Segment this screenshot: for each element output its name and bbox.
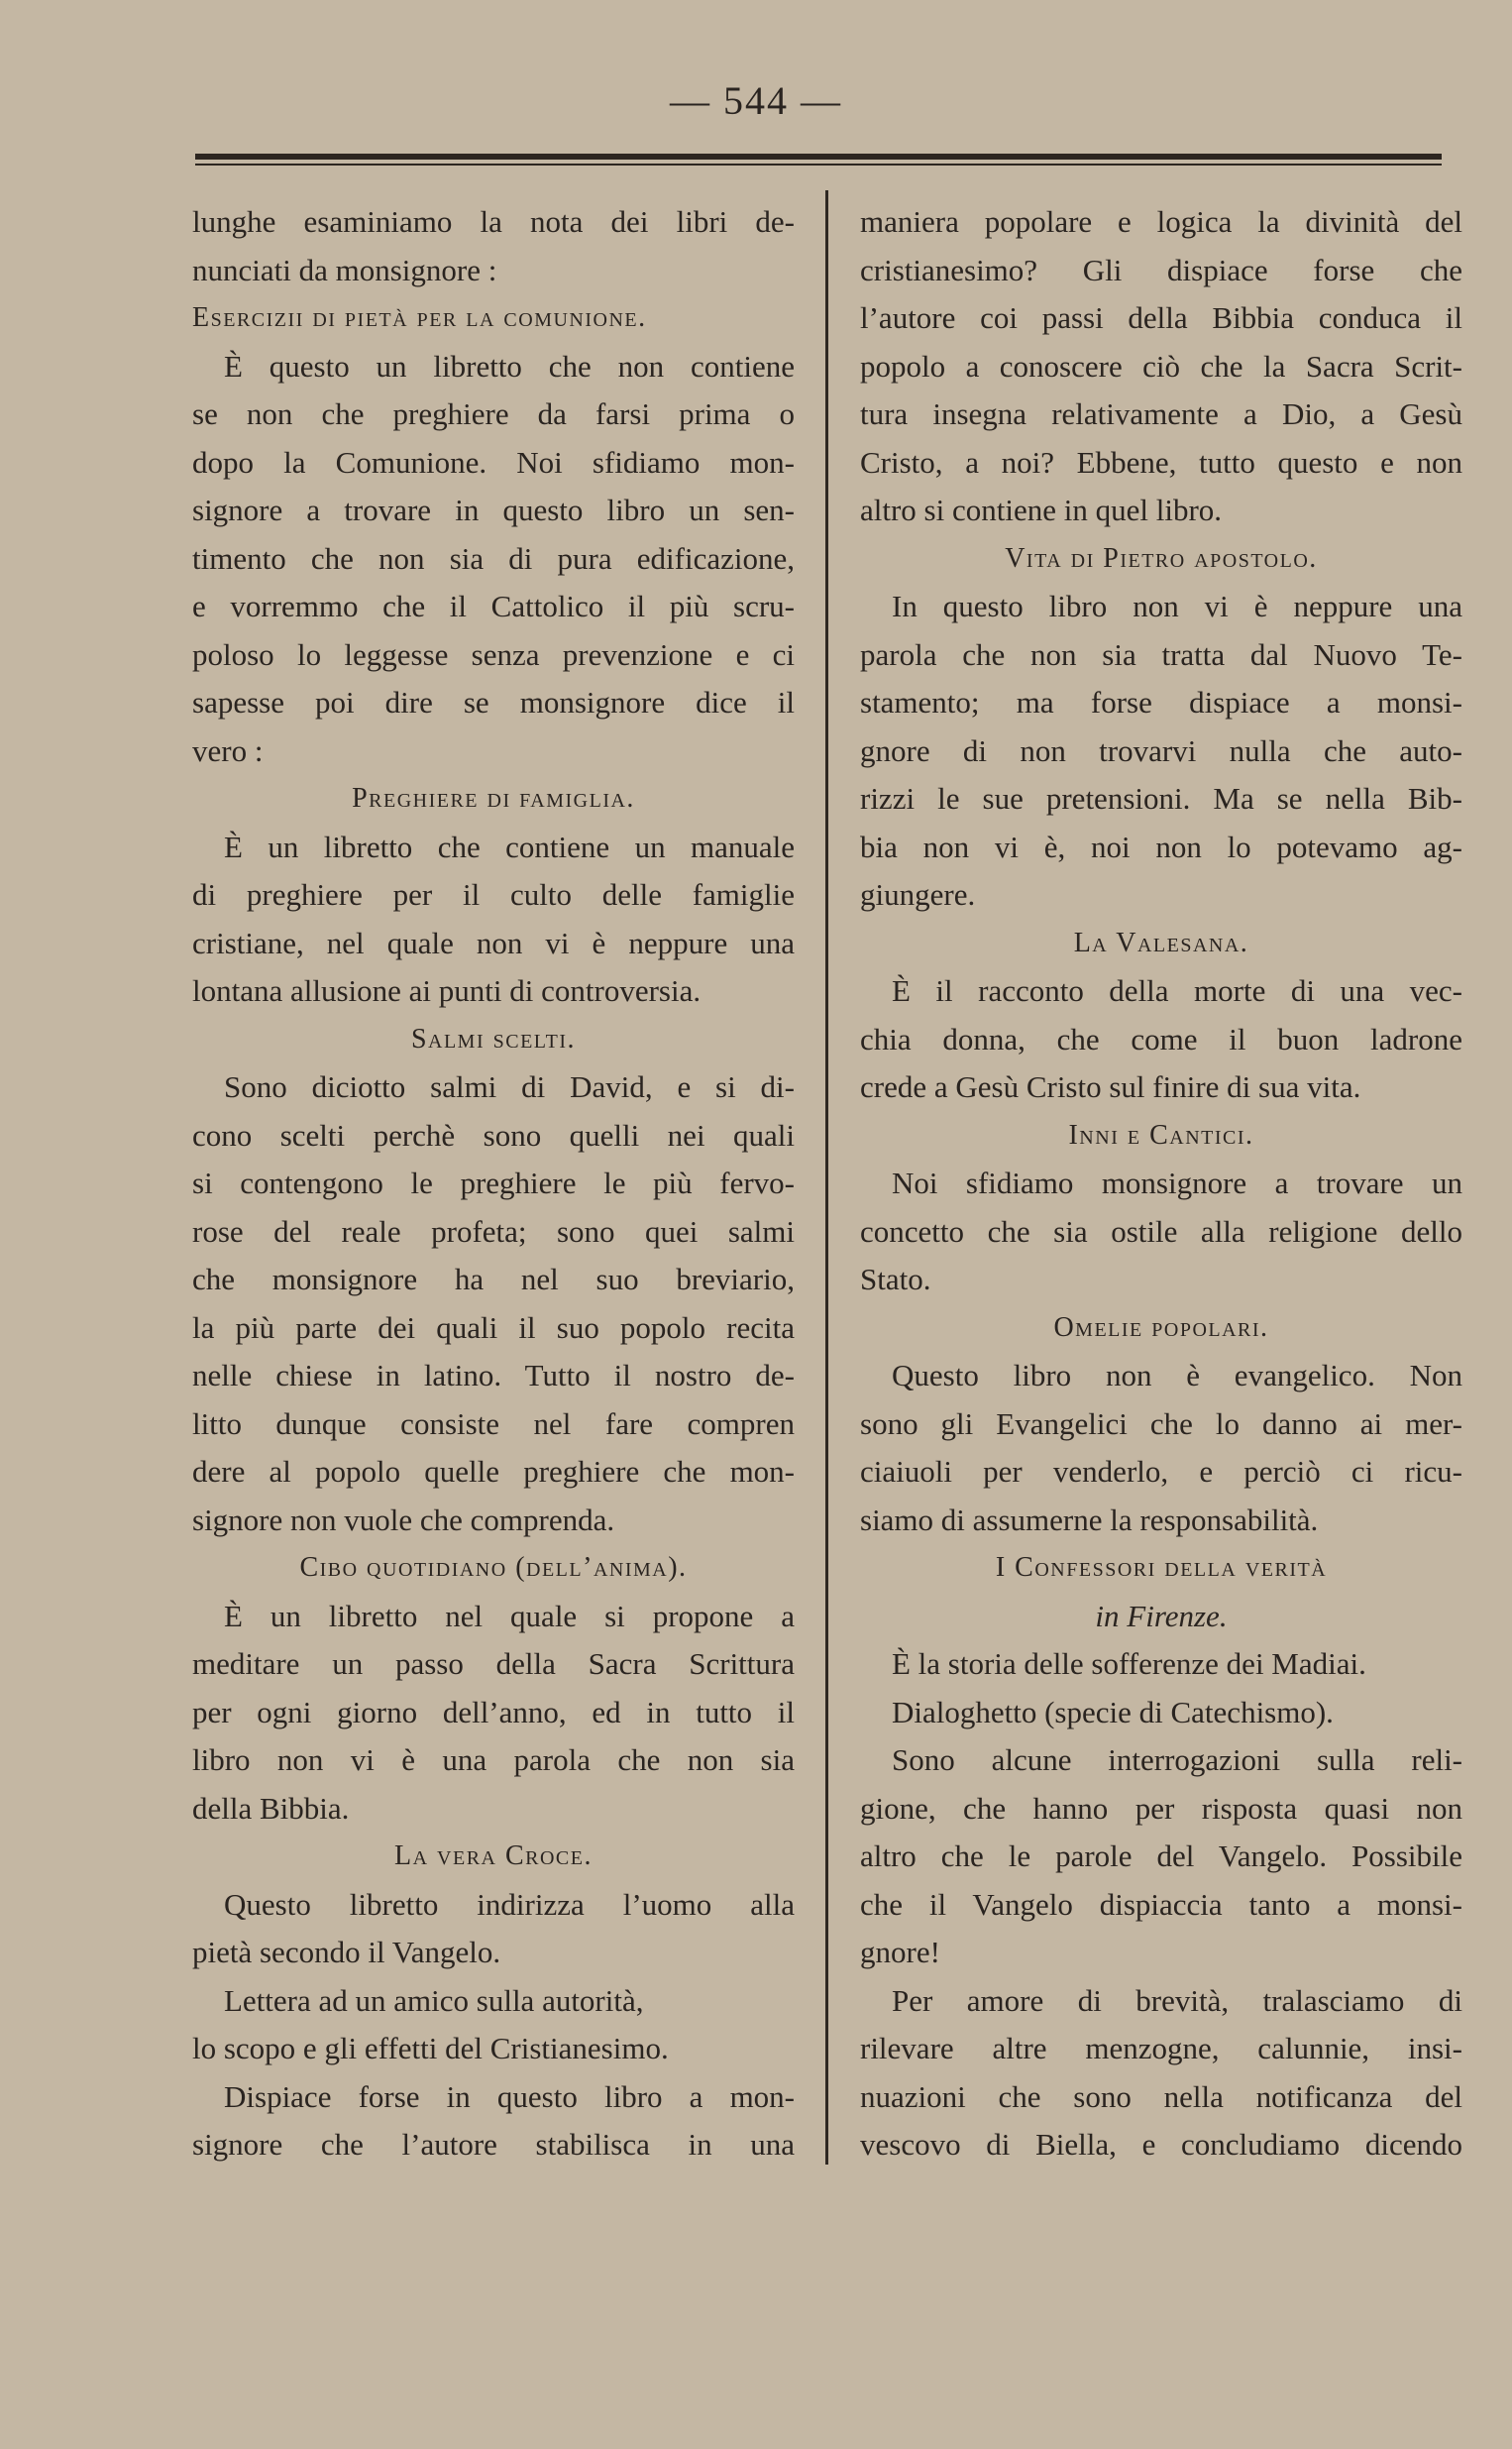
text-line: crede a Gesù Cristo sul finire di sua vita.: [860, 1069, 1361, 1104]
text-line: stamento; ma forse dispiace a monsi-: [860, 685, 1462, 720]
text-line: chia donna, che come il buon ladrone: [860, 1021, 1462, 1057]
text-line: Sono alcune interrogazioni sulla reli-: [892, 1742, 1462, 1777]
text-line: cristianesimo? Gli dispiace forse che: [860, 252, 1462, 287]
right-column: [860, 198, 1462, 2170]
text-line: In questo libro non vi è neppure una: [892, 589, 1462, 623]
text-line: nunciati da monsignore :: [192, 252, 497, 287]
section-heading: I Confessori della verità: [995, 1552, 1328, 1583]
text-line: sapesse poi dire se monsignore dice il: [192, 685, 795, 720]
text-line: gione, che hanno per risposta quasi non: [860, 1790, 1462, 1826]
page-number: — 544 —: [670, 78, 842, 123]
text-line: meditare un passo della Sacra Scrittura: [192, 1646, 795, 1681]
text-line: che monsignore ha nel suo breviario,: [192, 1262, 795, 1296]
section-heading: in Firenze.: [1095, 1598, 1228, 1633]
text-line: signore non vuole che comprenda.: [192, 1502, 615, 1537]
text-line: poloso lo leggesse senza prevenzione e ci: [192, 636, 795, 672]
text-line: altro si contiene in quel libro.: [860, 493, 1223, 527]
section-heading: Cibo quotidiano (dell’anima).: [299, 1552, 688, 1583]
section-heading: Preghiere di famiglia.: [352, 783, 635, 814]
text-line: nelle chiese in latino. Tutto il nostro de-: [192, 1358, 795, 1392]
text-line: Per amore di brevità, tralasciamo di: [892, 1982, 1462, 2018]
text-line: Stato.: [860, 1262, 931, 1296]
text-line: lunghe esaminiamo la nota dei libri de-: [192, 204, 795, 239]
text-line: È il racconto della morte di una vec-: [892, 973, 1462, 1008]
text-line: rilevare altre menzogne, calunnie, insi-: [860, 2031, 1462, 2065]
text-line: cono scelti perchè sono quelli nei quali: [192, 1117, 795, 1153]
text-line: popolo a conoscere ciò che la Sacra Scrit-: [860, 348, 1462, 384]
text-line: Questo libro non è evangelico. Non: [892, 1358, 1462, 1392]
text-line: rizzi le sue pretensioni. Ma se nella Bib-: [860, 781, 1462, 816]
text-line: concetto che sia ostile alla religione dello: [860, 1213, 1462, 1249]
text-line: bia non vi è, noi non lo potevamo ag-: [860, 829, 1462, 864]
text-line: lontana allusione ai punti di controversia.: [192, 973, 702, 1008]
text-line: Questo libretto indirizza l’uomo alla: [224, 1886, 795, 1922]
header-rule-thin: [195, 164, 1442, 166]
text-line: parola che non sia tratta dal Nuovo Te-: [860, 636, 1462, 672]
text-line: per ogni giorno dell’anno, ed in tutto il: [192, 1694, 795, 1729]
text-line: cristiane, nel quale non vi è neppure una: [192, 925, 795, 960]
text-line: nuazioni che sono nella notificanza del: [860, 2078, 1462, 2114]
section-heading: Esercizii di pietà per la comunione.: [192, 302, 647, 333]
text-line: È un libretto nel quale si propone a: [224, 1598, 795, 1633]
section-heading: La Valesana.: [1073, 927, 1249, 958]
text-line: rose del reale profeta; sono quei salmi: [192, 1213, 795, 1249]
column-divider: [825, 190, 828, 2165]
section-heading: Omelie popolari.: [1053, 1311, 1269, 1343]
text-line: e vorremmo che il Cattolico il più scru-: [192, 589, 795, 623]
text-line: signore che l’autore stabilisca in una: [192, 2127, 795, 2162]
text-line: È questo un libretto che non contiene: [224, 348, 795, 384]
text-line: maniera popolare e logica la divinità del: [860, 204, 1462, 239]
text-line: Dialoghetto (specie di Catechismo).: [892, 1694, 1334, 1729]
text-line: litto dunque consiste nel fare compren: [192, 1405, 795, 1441]
text-line: della Bibbia.: [192, 1790, 350, 1826]
text-line: si contengono le preghiere le più fervo-: [192, 1166, 795, 1200]
text-line: altro che le parole del Vangelo. Possibile: [860, 1838, 1462, 1873]
text-line: siamo di assumerne la responsabilità.: [860, 1502, 1319, 1537]
text-line: di preghiere per il culto delle famiglie: [192, 877, 795, 912]
text-line: signore a trovare in questo libro un sen-: [192, 493, 795, 527]
text-line: vero :: [192, 732, 264, 768]
text-line: gnore di non trovarvi nulla che auto-: [860, 732, 1462, 768]
text-line: Lettera ad un amico sulla autorità,: [224, 1982, 644, 2018]
text-line: ciaiuoli per venderlo, e perciò ci ricu-: [860, 1454, 1462, 1489]
text-line: sono gli Evangelici che lo danno ai mer-: [860, 1405, 1462, 1441]
text-line: dopo la Comunione. Noi sfidiamo mon-: [192, 444, 795, 480]
text-line: che il Vangelo dispiaccia tanto a monsi-: [860, 1886, 1462, 1922]
text-line: Noi sfidiamo monsignore a trovare un: [892, 1166, 1462, 1200]
text-line: la più parte dei quali il suo popolo recita: [192, 1309, 795, 1345]
text-line: pietà secondo il Vangelo.: [192, 1935, 501, 1969]
text-line: dere al popolo quelle preghiere che mon-: [192, 1454, 795, 1489]
text-line: gnore!: [860, 1935, 940, 1969]
text-line: l’autore coi passi della Bibbia conduca il: [860, 300, 1462, 335]
text-line: se non che preghiere da farsi prima o: [192, 396, 795, 431]
header-rule: [195, 154, 1442, 160]
text-line: timento che non sia di pura edificazione,: [192, 540, 795, 576]
text-line: libro non vi è una parola che non sia: [192, 1742, 795, 1777]
text-line: tura insegna relativamente a Dio, a Gesù: [860, 396, 1462, 431]
text-line: È la storia delle sofferenze dei Madiai.: [892, 1646, 1366, 1681]
text-line: È un libretto che contiene un manuale: [224, 829, 795, 864]
section-heading: Vita di Pietro apostolo.: [1005, 542, 1318, 574]
section-heading: Inni e Cantici.: [1068, 1119, 1254, 1151]
text-line: Cristo, a noi? Ebbene, tutto questo e non: [860, 444, 1462, 480]
section-heading: La vera Croce.: [393, 1840, 593, 1871]
left-column: [192, 198, 795, 2170]
section-heading: Salmi scelti.: [410, 1023, 577, 1055]
text-line: vescovo di Biella, e concludiamo dicendo: [860, 2127, 1462, 2162]
text-line: lo scopo e gli effetti del Cristianesimo.: [192, 2031, 669, 2065]
text-line: Dispiace forse in questo libro a mon-: [224, 2078, 795, 2114]
text-line: giungere.: [860, 877, 976, 912]
text-line: Sono diciotto salmi di David, e si di-: [224, 1069, 795, 1104]
